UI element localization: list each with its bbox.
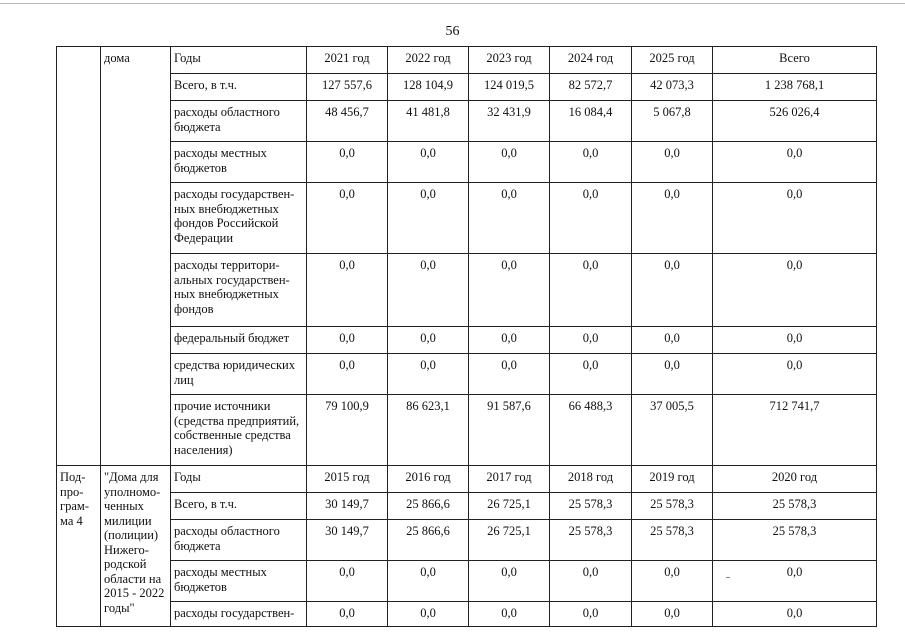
lower-years-header-row bbox=[57, 466, 877, 493]
amount-cell: 0,0 bbox=[550, 142, 632, 183]
amount-cell: 0,0 bbox=[550, 327, 632, 354]
funding-table-body bbox=[57, 47, 877, 627]
amount-cell: 30 149,7 bbox=[307, 520, 388, 561]
amount-cell: 0,0 bbox=[632, 327, 713, 354]
row-label: Всего, в т.ч. bbox=[171, 493, 307, 520]
amount-cell: 0,0 bbox=[469, 327, 550, 354]
lower-year-header: 2015 год bbox=[307, 466, 388, 493]
amount-cell: 0,0 bbox=[307, 561, 388, 602]
table-row bbox=[57, 254, 877, 327]
table-row bbox=[57, 520, 877, 561]
amount-cell: 0,0 bbox=[388, 602, 469, 627]
upper-year-header: Всего bbox=[713, 47, 877, 74]
amount-cell: 0,0 bbox=[713, 561, 877, 602]
table-row bbox=[57, 493, 877, 520]
amount-cell: 26 725,1 bbox=[469, 493, 550, 520]
page-number: 56 bbox=[445, 24, 460, 39]
amount-cell: 0,0 bbox=[632, 142, 713, 183]
amount-cell: 79 100,9 bbox=[307, 395, 388, 466]
amount-cell: 32 431,9 bbox=[469, 101, 550, 142]
row-label: средства юридических лиц bbox=[171, 354, 307, 395]
table-row bbox=[57, 327, 877, 354]
amount-cell: 0,0 bbox=[388, 183, 469, 254]
upper-name-cell: дома bbox=[101, 47, 171, 466]
amount-cell: 526 026,4 bbox=[713, 101, 877, 142]
row-label: расходы областного бюджета bbox=[171, 520, 307, 561]
amount-cell: 0,0 bbox=[550, 561, 632, 602]
amount-cell: 0,0 bbox=[307, 327, 388, 354]
table-row bbox=[57, 142, 877, 183]
amount-cell: 42 073,3 bbox=[632, 74, 713, 101]
amount-cell: 25 866,6 bbox=[388, 520, 469, 561]
row-label: федеральный бюджет bbox=[171, 327, 307, 354]
amount-cell: 0,0 bbox=[469, 142, 550, 183]
amount-cell: 25 578,3 bbox=[632, 493, 713, 520]
amount-cell: 66 488,3 bbox=[550, 395, 632, 466]
amount-cell: 0,0 bbox=[550, 254, 632, 327]
amount-cell: 0,0 bbox=[550, 602, 632, 627]
lower-year-header: 2016 год bbox=[388, 466, 469, 493]
amount-cell: 25 578,3 bbox=[632, 520, 713, 561]
amount-cell: 0,0 bbox=[469, 561, 550, 602]
amount-cell: 25 578,3 bbox=[550, 493, 632, 520]
amount-cell: 0,0 bbox=[550, 354, 632, 395]
lower-year-header: 2017 год bbox=[469, 466, 550, 493]
upper-program-cell bbox=[57, 47, 101, 466]
amount-cell: 0,0 bbox=[713, 183, 877, 254]
scan-mark bbox=[726, 577, 730, 578]
lower-year-header: 2020 год bbox=[713, 466, 877, 493]
amount-cell: 5 067,8 bbox=[632, 101, 713, 142]
amount-cell: 0,0 bbox=[713, 602, 877, 627]
amount-cell: 37 005,5 bbox=[632, 395, 713, 466]
row-label: расходы местных бюджетов bbox=[171, 142, 307, 183]
amount-cell: 0,0 bbox=[469, 602, 550, 627]
amount-cell: 0,0 bbox=[632, 354, 713, 395]
amount-cell: 0,0 bbox=[713, 142, 877, 183]
row-label: Всего, в т.ч. bbox=[171, 74, 307, 101]
upper-year-header: 2024 год bbox=[550, 47, 632, 74]
lower-header-label: Годы bbox=[171, 466, 307, 493]
amount-cell: 16 084,4 bbox=[550, 101, 632, 142]
amount-cell: 25 866,6 bbox=[388, 493, 469, 520]
row-label: расходы областного бюджета bbox=[171, 101, 307, 142]
upper-year-header: 2022 год bbox=[388, 47, 469, 74]
amount-cell: 0,0 bbox=[713, 354, 877, 395]
amount-cell: 25 578,3 bbox=[713, 493, 877, 520]
amount-cell: 0,0 bbox=[469, 183, 550, 254]
table-row bbox=[57, 561, 877, 602]
amount-cell: 0,0 bbox=[307, 602, 388, 627]
lower-program-cell: Под-про-грам-ма 4 bbox=[57, 466, 101, 627]
lower-year-header: 2018 год bbox=[550, 466, 632, 493]
amount-cell: 128 104,9 bbox=[388, 74, 469, 101]
row-label: расходы местных бюджетов bbox=[171, 561, 307, 602]
amount-cell: 0,0 bbox=[388, 254, 469, 327]
amount-cell: 712 741,7 bbox=[713, 395, 877, 466]
lower-name-cell: "Дома для уполномо-ченных милиции (полиции) Нижего-родской области на 2015 - 2022 годы" bbox=[101, 466, 171, 627]
amount-cell: 1 238 768,1 bbox=[713, 74, 877, 101]
amount-cell: 0,0 bbox=[388, 327, 469, 354]
amount-cell: 91 587,6 bbox=[469, 395, 550, 466]
table-row bbox=[57, 395, 877, 466]
amount-cell: 0,0 bbox=[307, 142, 388, 183]
amount-cell: 0,0 bbox=[388, 354, 469, 395]
amount-cell: 48 456,7 bbox=[307, 101, 388, 142]
row-label: расходы государствен-ных внебюджетных фондов Российской Федерации bbox=[171, 183, 307, 254]
table-row bbox=[57, 602, 877, 627]
amount-cell: 0,0 bbox=[713, 254, 877, 327]
amount-cell: 0,0 bbox=[307, 183, 388, 254]
amount-cell: 127 557,6 bbox=[307, 74, 388, 101]
amount-cell: 0,0 bbox=[307, 254, 388, 327]
amount-cell: 25 578,3 bbox=[550, 520, 632, 561]
amount-cell: 0,0 bbox=[307, 354, 388, 395]
amount-cell: 0,0 bbox=[469, 354, 550, 395]
amount-cell: 0,0 bbox=[713, 327, 877, 354]
table-row bbox=[57, 354, 877, 395]
amount-cell: 0,0 bbox=[550, 183, 632, 254]
upper-year-header: 2023 год bbox=[469, 47, 550, 74]
amount-cell: 0,0 bbox=[632, 561, 713, 602]
table-row bbox=[57, 183, 877, 254]
amount-cell: 0,0 bbox=[388, 561, 469, 602]
amount-cell: 124 019,5 bbox=[469, 74, 550, 101]
amount-cell: 30 149,7 bbox=[307, 493, 388, 520]
upper-header-label: Годы bbox=[171, 47, 307, 74]
table-row bbox=[57, 101, 877, 142]
upper-year-header: 2021 год bbox=[307, 47, 388, 74]
upper-year-header: 2025 год bbox=[632, 47, 713, 74]
upper-years-header-row bbox=[57, 47, 877, 74]
amount-cell: 25 578,3 bbox=[713, 520, 877, 561]
amount-cell: 0,0 bbox=[632, 183, 713, 254]
amount-cell: 86 623,1 bbox=[388, 395, 469, 466]
amount-cell: 26 725,1 bbox=[469, 520, 550, 561]
amount-cell: 0,0 bbox=[388, 142, 469, 183]
amount-cell: 82 572,7 bbox=[550, 74, 632, 101]
amount-cell: 0,0 bbox=[632, 254, 713, 327]
row-label: расходы территори-альных государствен-ных внебюджетных фондов bbox=[171, 254, 307, 327]
scan-top-edge bbox=[0, 3, 905, 4]
row-label: прочие источники (средства предприятий, собственные средства населения) bbox=[171, 395, 307, 466]
lower-year-header: 2019 год bbox=[632, 466, 713, 493]
amount-cell: 41 481,8 bbox=[388, 101, 469, 142]
table-row bbox=[57, 74, 877, 101]
amount-cell: 0,0 bbox=[632, 602, 713, 627]
row-label: расходы государствен- bbox=[171, 602, 307, 627]
amount-cell: 0,0 bbox=[469, 254, 550, 327]
funding-table bbox=[56, 46, 877, 627]
